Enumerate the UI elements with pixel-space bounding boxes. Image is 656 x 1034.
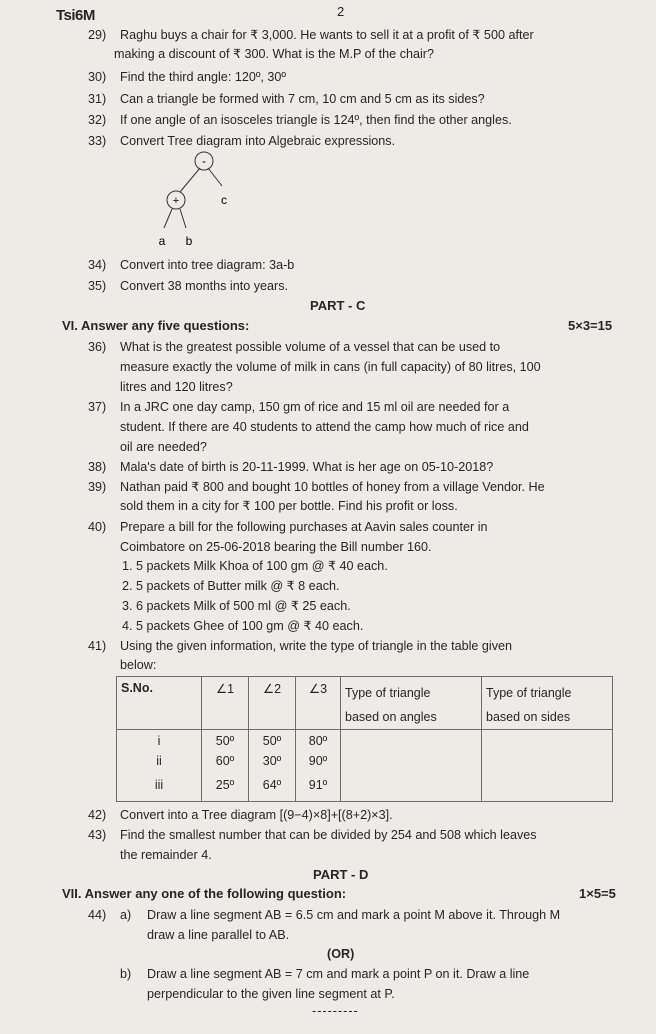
- question-36: [88, 338, 500, 358]
- option-b-text: Draw a line segment AB = 7 cm and mark a point P on it. Draw a line: [147, 967, 530, 981]
- cell-angle2-text: 64º: [262, 777, 282, 792]
- question-31: [88, 90, 485, 110]
- question-36-line2: measure exactly the volume of milk in cans (in full capacity) of 80 litres, 100: [120, 360, 541, 374]
- question-text: Find the third angle: 120º, 30º: [120, 70, 287, 84]
- question-39: [88, 478, 545, 498]
- tree-edge: [180, 209, 186, 228]
- cell-sno: [117, 754, 202, 778]
- question-37-line2: student. If there are 40 students to attend the camp how much of rice and: [120, 420, 529, 434]
- part-d-title: PART - D: [313, 867, 369, 882]
- cell-angle1: [202, 730, 249, 754]
- question-42: [88, 806, 393, 826]
- question-text: Convert Tree diagram into Algebraic expressions.: [120, 134, 396, 148]
- question-43-line2: the remainder 4.: [120, 848, 212, 862]
- end-dashes: ---------: [312, 1004, 359, 1018]
- question-number: 34): [88, 258, 107, 272]
- cell-sno: [117, 730, 202, 754]
- question-number: 39): [88, 480, 107, 494]
- cell-angle2-text: 30º: [262, 753, 282, 768]
- question-number: 36): [88, 340, 107, 354]
- th-type-angles: [341, 677, 482, 730]
- question-number: 30): [88, 70, 107, 84]
- question-36-line3: litres and 120 litres?: [120, 380, 233, 394]
- paper-code: Tsi6M: [56, 7, 95, 24]
- triangle-table: [116, 676, 613, 802]
- question-text: In a JRC one day camp, 150 gm of rice and 15 ml oil are needed for a: [120, 400, 510, 414]
- th-angle2-text: ∠2: [262, 682, 282, 696]
- th-angle1-text: ∠1: [215, 682, 235, 696]
- th-type-sides: [482, 677, 613, 730]
- bill-item: 3. 6 packets Milk of 500 ml @ ₹ 25 each.: [122, 599, 351, 613]
- cell-angle1-text: 50º: [215, 734, 235, 748]
- question-number: 32): [88, 113, 107, 127]
- page-number: 2: [337, 4, 345, 19]
- question-text: Using the given information, write the type of triangle in the table given: [120, 639, 513, 653]
- question-40: [88, 518, 488, 538]
- section-vi-heading: VI. Answer any five questions:: [62, 318, 250, 333]
- question-number: 44): [88, 908, 107, 922]
- question-33: [88, 132, 395, 152]
- question-number: 35): [88, 279, 107, 293]
- question-text: Convert into tree diagram: 3a-b: [120, 258, 295, 272]
- tree-diagram: [150, 150, 270, 250]
- tree-label-a: a: [158, 234, 166, 248]
- tree-edge: [208, 168, 222, 186]
- cell-angle3: [296, 730, 341, 754]
- question-number: 40): [88, 520, 107, 534]
- question-text: Mala's date of birth is 20-11-1999. What is her age on 05-10-2018?: [120, 460, 494, 474]
- question-text: Convert 38 months into years.: [120, 279, 288, 293]
- th-sno: [117, 677, 202, 730]
- cell-sno-text: iii: [154, 777, 164, 792]
- option-a-text: Draw a line segment AB = 6.5 cm and mark a point M above it. Through M: [147, 908, 561, 922]
- tree-edge: [164, 209, 172, 228]
- question-29: [88, 26, 534, 46]
- question-text: If one angle of an isosceles triangle is 124º, then find the other angles.: [120, 113, 512, 127]
- option-b-label: b): [120, 967, 132, 981]
- cell-sno: [117, 778, 202, 802]
- question-41: [88, 637, 512, 657]
- cell-angle2-text: 50º: [262, 734, 282, 748]
- question-text: Prepare a bill for the following purchases at Aavin sales counter in: [120, 520, 488, 534]
- th-angle3-text: ∠3: [308, 682, 328, 696]
- cell-angle1: [202, 778, 249, 802]
- bill-item: 4. 5 packets Ghee of 100 gm @ ₹ 40 each.: [122, 619, 364, 633]
- question-number: 31): [88, 92, 107, 106]
- question-37-line3: oil are needed?: [120, 440, 207, 454]
- question-number: 43): [88, 828, 107, 842]
- cell-type-angles: [341, 730, 482, 802]
- question-text: Raghu buys a chair for ₹ 3,000. He wants to sell it at a profit of ₹ 500 after: [120, 28, 534, 42]
- question-number: 37): [88, 400, 107, 414]
- th-sno-text: S.No.: [121, 681, 153, 695]
- question-30: [88, 68, 286, 88]
- th-type-angles-line1: Type of triangle: [345, 686, 431, 700]
- cell-angle1: [202, 754, 249, 778]
- question-32: [88, 111, 512, 131]
- question-40-line2: Coimbatore on 25-06-2018 bearing the Bill number 160.: [120, 540, 432, 554]
- section-vi-marks: 5×3=15: [568, 318, 613, 333]
- cell-angle2: [249, 778, 296, 802]
- th-angle2: [249, 677, 296, 730]
- section-vii-heading: VII. Answer any one of the following question:: [62, 886, 347, 901]
- th-angle3: [296, 677, 341, 730]
- tree-label-plus: +: [172, 195, 180, 207]
- tree-edge: [180, 168, 200, 192]
- part-c-title: PART - C: [310, 298, 366, 313]
- question-text: Convert into a Tree diagram [(9−4)×8]+[(8+2)×3].: [120, 808, 393, 822]
- bill-item: 1. 5 packets Milk Khoa of 100 gm @ ₹ 40 each.: [122, 559, 388, 573]
- question-43: [88, 826, 537, 846]
- cell-angle2: [249, 730, 296, 754]
- cell-angle3-text: 90º: [308, 753, 328, 768]
- question-number: 42): [88, 808, 107, 822]
- th-type-sides-line2: based on sides: [486, 710, 571, 724]
- cell-angle3: [296, 754, 341, 778]
- table-row: [117, 730, 613, 754]
- tree-label-root: -: [202, 154, 206, 168]
- bill-item: 2. 5 packets of Butter milk @ ₹ 8 each.: [122, 579, 340, 593]
- cell-angle1-text: 60º: [215, 753, 235, 768]
- tree-label-c: c: [221, 193, 227, 207]
- question-44: [88, 906, 560, 926]
- question-41-line2: below:: [120, 658, 157, 672]
- question-38: [88, 458, 493, 478]
- or-separator: (OR): [327, 947, 355, 961]
- cell-angle3-text: 91º: [308, 777, 328, 792]
- question-37: [88, 398, 509, 418]
- question-44-a-line2: draw a line parallel to AB.: [147, 928, 290, 942]
- question-29-line2: making a discount of ₹ 300. What is the M.P of the chair?: [114, 47, 434, 61]
- cell-angle2: [249, 754, 296, 778]
- cell-type-sides: [482, 730, 613, 802]
- question-number: 41): [88, 639, 107, 653]
- cell-sno-text: ii: [156, 753, 162, 768]
- option-a-label: a): [120, 908, 132, 922]
- tree-label-b: b: [185, 234, 193, 248]
- section-vii-marks: 1×5=5: [579, 886, 616, 901]
- cell-sno-text: i: [157, 734, 161, 748]
- question-number: 29): [88, 28, 107, 42]
- question-text: What is the greatest possible volume of a vessel that can be used to: [120, 340, 501, 354]
- question-text: Nathan paid ₹ 800 and bought 10 bottles of honey from a village Vendor. He: [120, 480, 545, 494]
- question-number: 33): [88, 134, 107, 148]
- th-type-angles-line2: based on angles: [345, 710, 437, 724]
- question-34: [88, 256, 294, 276]
- question-44-b-line2: perpendicular to the given line segment at P.: [147, 987, 395, 1001]
- question-39-line2: sold them in a city for ₹ 100 per bottle. Find his profit or loss.: [120, 499, 458, 513]
- question-number: 38): [88, 460, 107, 474]
- question-35: [88, 277, 288, 297]
- table-header-row: [117, 677, 613, 704]
- th-angle1: [202, 677, 249, 730]
- th-type-sides-line1: Type of triangle: [486, 686, 572, 700]
- question-text: Find the smallest number that can be divided by 254 and 508 which leaves: [120, 828, 537, 842]
- cell-angle3: [296, 778, 341, 802]
- cell-angle3-text: 80º: [308, 734, 328, 748]
- option-b: [120, 965, 529, 985]
- question-text: Can a triangle be formed with 7 cm, 10 cm and 5 cm as its sides?: [120, 92, 485, 106]
- cell-angle1-text: 25º: [215, 777, 235, 792]
